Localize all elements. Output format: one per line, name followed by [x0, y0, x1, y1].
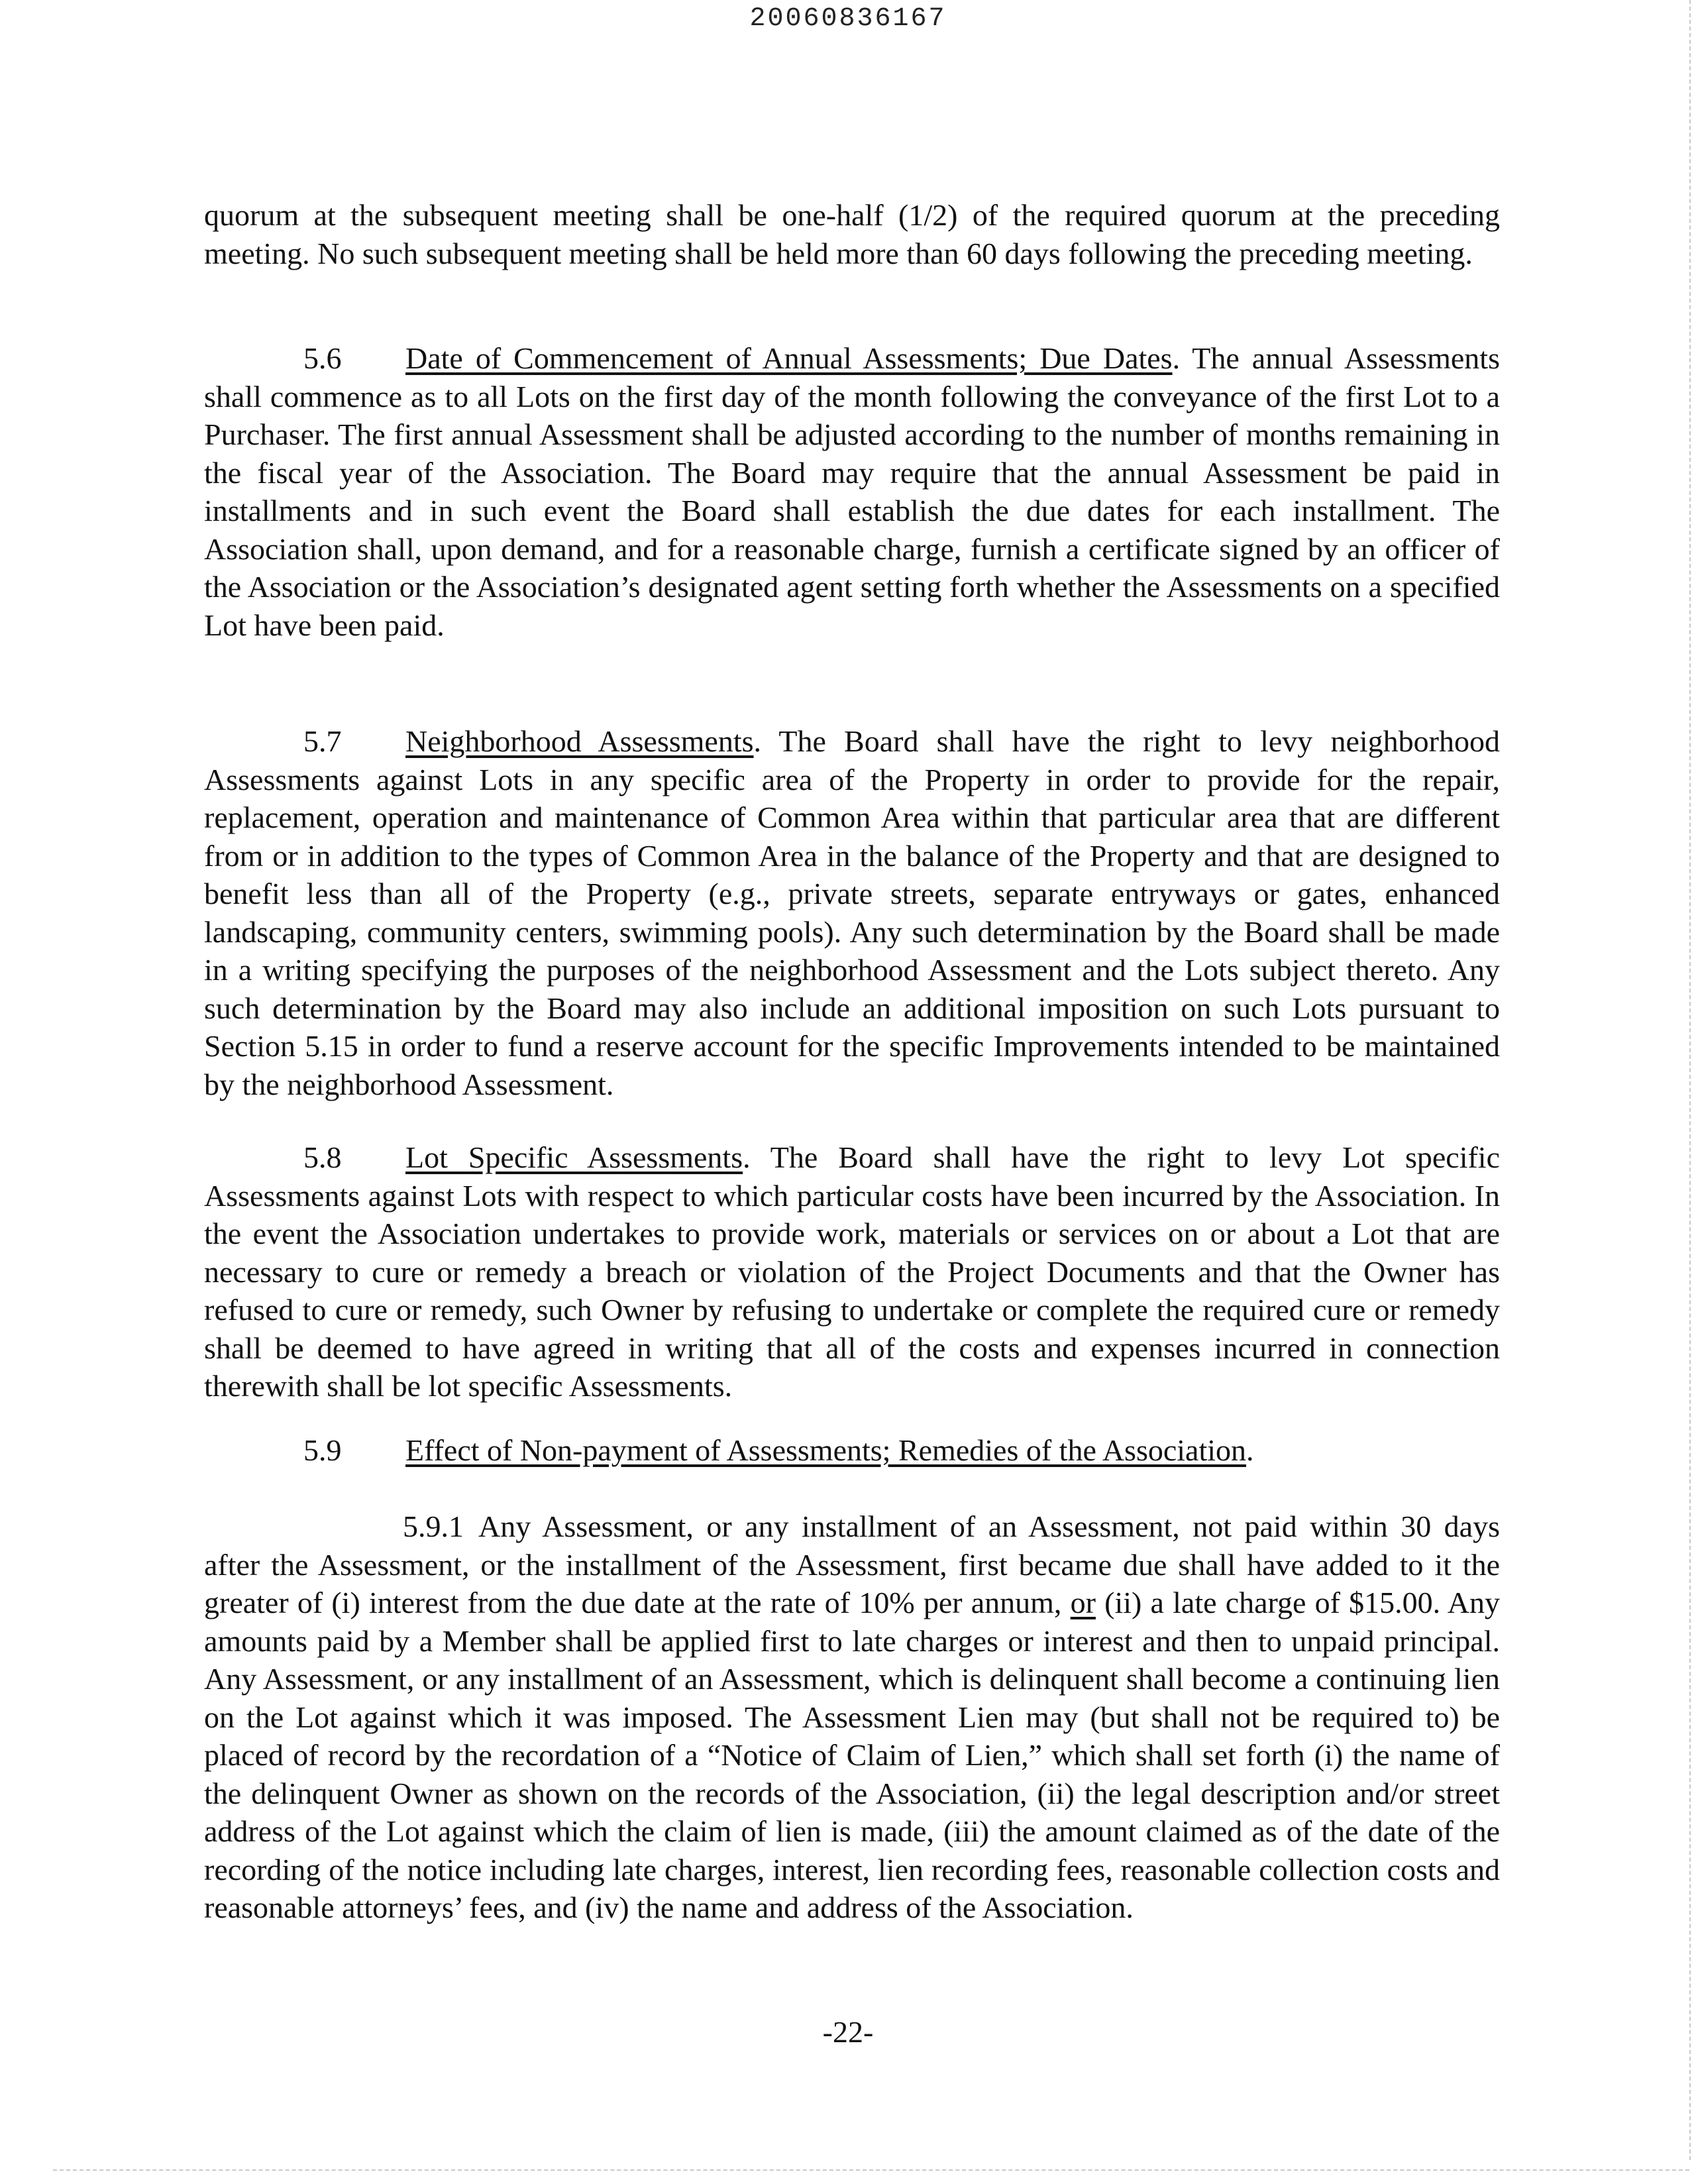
section-text: . The annual Assessments shall commence as to all Lots on the first day of the month following the conveyance of the first Lot to a Purchaser. The first annual Assessment shall be adjusted according to the number of months remaining in the fiscal year of the Association. The Board may require that the annual Assessment be paid in installments and in such event the Board shall establish the due dates for each installment. The Association shall, upon demand, and for a reasonable charge, furnish a certificate signed by an officer of the Association or the Association’s designated agent setting forth whether the Assessments on a specified Lot have been paid. — [204, 341, 1500, 642]
document-number: 20060836167 — [749, 4, 947, 34]
section-number: 5.7 — [303, 724, 342, 758]
section-5-8 — [204, 1138, 1500, 1405]
section-5-9-1-paragraph — [204, 1507, 1500, 1927]
section-5-9-paragraph — [204, 1431, 1500, 1470]
section-5-9 — [204, 1431, 1500, 1470]
section-number: 5.9 — [303, 1433, 342, 1467]
section-heading: Lot Specific Assessments — [405, 1140, 743, 1174]
intro-paragraph — [204, 196, 1500, 272]
subsection-text-a: Any Assessment, or any installment of an Assessment, not paid within 30 days after the Assessment, or the installment of the Assessment, first became due shall have added to it the greater of (i) interest from the due date at the rate of 10% per annum, — [204, 1509, 1500, 1619]
section-text: . The Board shall have the right to levy Lot specific Assessments against Lots with respect to which particular costs have been incurred by the Association. In the event the Association undertakes to provide work, materials or services on or about a Lot that are necessary to cure or remedy a breach or violation of the Project Documents and that the Owner has refused to cure or remedy, such Owner by refusing to undertake or complete the required cure or remedy shall be deemed to have agreed in writing that all of the costs and expenses incurred in connection therewith shall be lot specific Assessments. — [204, 1140, 1500, 1403]
section-5-8-paragraph — [204, 1138, 1500, 1405]
subsection-text-b: (ii) a late charge of $15.00. Any amounts paid by a Member shall be applied first to late charges or interest and then to unpaid principal. Any Assessment, or any installment of an Assessment, which is delinquent shall become a continuing lien on the Lot against which it was imposed. The Assessment Lien may (but shall not be required to) be placed of record by the recordation of a “Notice of Claim of Lien,” which shall set forth (i) the name of the delinquent Owner as shown on the records of the Association, (ii) the legal description and/or street address of the Lot against which the claim of lien is made, (iii) the amount claimed as of the date of the recording of the notice including late charges, interest, lien recording fees, reasonable collection costs and reasonable attorneys’ fees, and (iv) the name and address of the Association. — [204, 1586, 1500, 1924]
section-number: 5.6 — [303, 341, 342, 375]
section-text: . The Board shall have the right to levy neighborhood Assessments against Lots in any specific area of the Property in order to provide for the repair, replacement, operation and maintenance of Common Area within that particular area that are different from or in addition to the types of Common Area in the balance of the Property and that are designed to benefit less than all of the Property (e.g., private streets, separate entryways or gates, enhanced landscaping, community centers, swimming pools). Any such determination by the Board shall be made in a writing specifying the purposes of the neighborhood Assessment and the Lots subject thereto. Any such determination by the Board may also include an additional imposition on such Lots pursuant to Section 5.15 in order to fund a reserve account for the specific Improvements intended to be maintained by the neighborhood Assessment. — [204, 724, 1500, 1101]
section-heading: Date of Commencement of Annual Assessments; Due Dates — [405, 341, 1173, 375]
section-5-6-paragraph — [204, 339, 1500, 644]
section-5-6 — [204, 339, 1500, 644]
section-heading: Neighborhood Assessments — [405, 724, 754, 758]
section-5-7-paragraph — [204, 722, 1500, 1103]
right-margin-rule — [1689, 0, 1691, 2160]
section-heading: Effect of Non-payment of Assessments; Remedies of the Association — [405, 1433, 1247, 1467]
section-number: 5.8 — [303, 1140, 342, 1174]
section-5-9-1 — [204, 1507, 1500, 1927]
section-5-7 — [204, 722, 1500, 1103]
emphasis-or: or — [1070, 1586, 1096, 1619]
section-trailing: . — [1246, 1433, 1254, 1467]
intro-text: quorum at the subsequent meeting shall be one-half (1/2) of the required quorum at the preceding meeting. No such subsequent meeting shall be held more than 60 days following the preceding meeting. — [204, 198, 1500, 270]
bottom-margin-rule — [53, 2169, 1689, 2171]
subsection-number: 5.9.1 — [403, 1509, 464, 1543]
page-number: -22- — [822, 2015, 874, 2049]
